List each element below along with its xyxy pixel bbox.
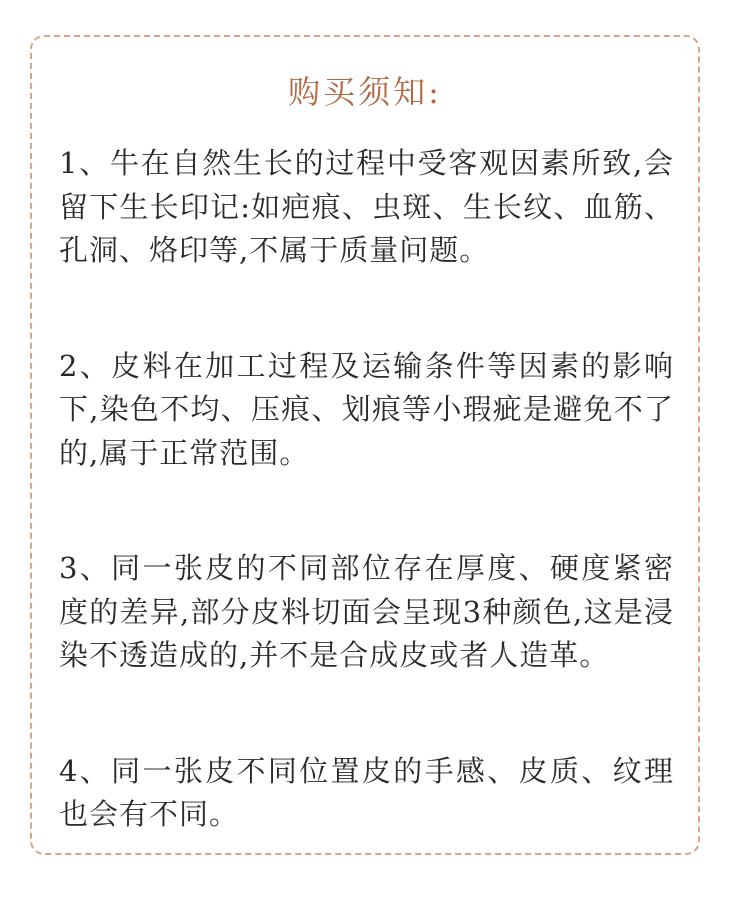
notice-item-2: 2、皮料在加工过程及运输条件等因素的影响下,染色不均、压痕、划痕等小瑕疵是避免不了的,属于正常范围。	[59, 348, 674, 470]
notice-list	[59, 142, 674, 909]
notice-item-3: 3、同一张皮的不同部位存在厚度、硬度紧密度的差异,部分皮料切面会呈现3种颜色,这是浸染不透造成的,并不是合成皮或者人造革。	[59, 551, 674, 672]
notice-item-1: 1、牛在自然生长的过程中受客观因素所致,会留下生长印记:如疤痕、虫斑、生长纹、血筋、孔洞、烙印等,不属于质量问题。	[59, 146, 674, 267]
notice-item-4: 4、同一张皮不同位置皮的手感、皮质、纹理也会有不同。	[59, 753, 674, 831]
notice-title: 购买须知:	[288, 73, 442, 111]
